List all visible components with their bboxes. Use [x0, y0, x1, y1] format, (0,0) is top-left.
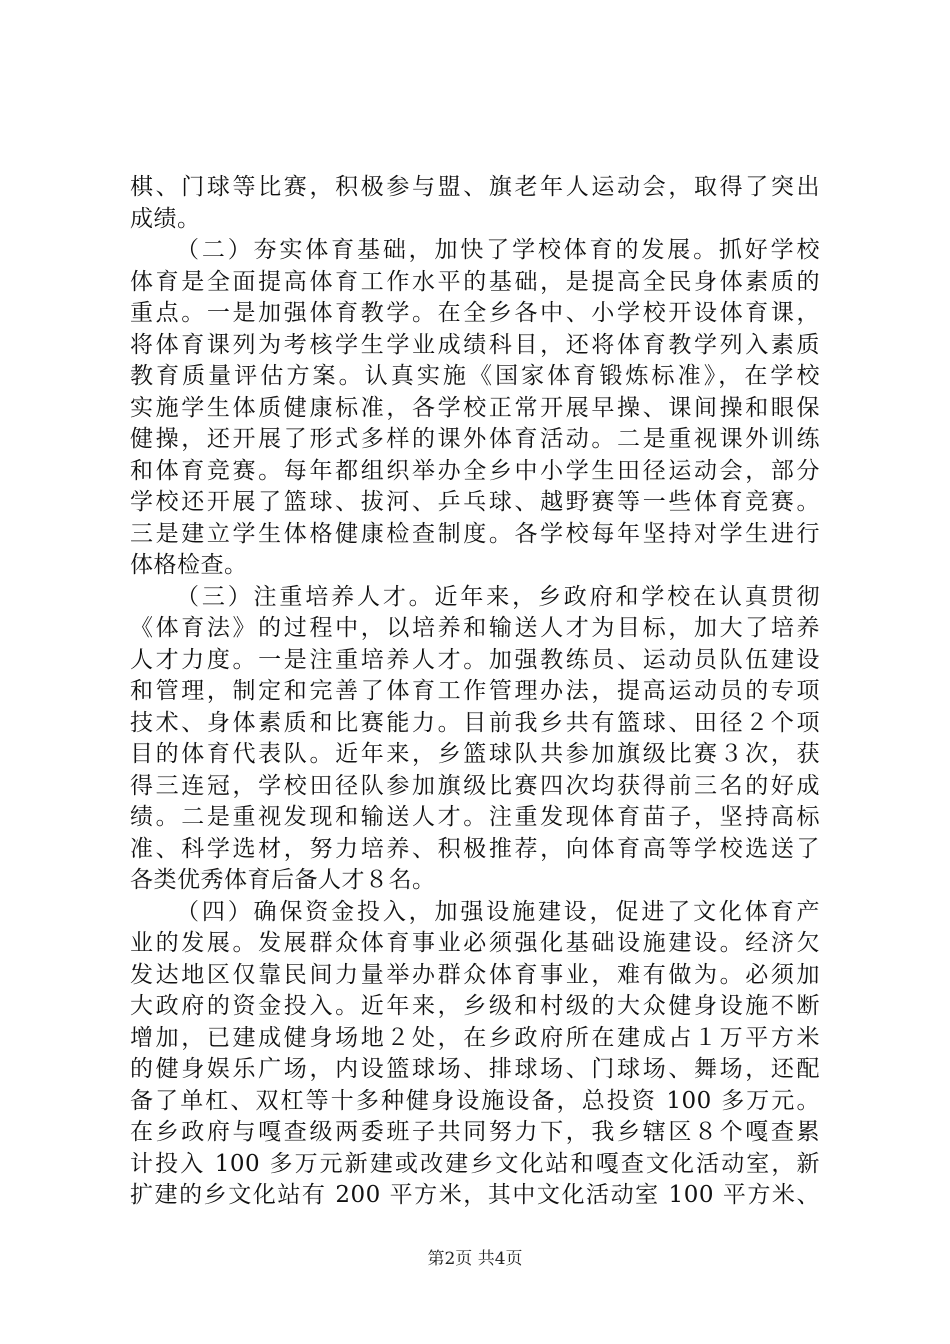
document-body — [130, 172, 820, 1212]
text-line: 的健身娱乐广场，内设篮球场、排球场、门球场、舞场，还配 — [130, 1056, 820, 1082]
page-number-footer: 第2页 共4页 — [427, 1249, 523, 1269]
text-line: 人才力度。一是注重培养人才。加强教练员、运动员队伍建设 — [130, 646, 820, 673]
text-line: 教育质量评估方案。认真实施《国家体育锻炼标准》，在学校 — [130, 363, 820, 389]
text-line: 学校还开展了篮球、拔河、乒乓球、越野赛等一些体育竞赛。 — [130, 489, 820, 515]
text-line: （四）确保资金投入，加强设施建设，促进了文化体育产 — [176, 898, 820, 925]
text-line: 业的发展。发展群众体育事业必须强化基础设施建设。经济欠 — [130, 930, 820, 956]
text-line: 在乡政府与嘎查级两委班子共同努力下，我乡辖区８个嘎查累 — [130, 1119, 820, 1145]
paragraph-1 — [130, 172, 820, 235]
text-line: 《体育法》的过程中，以培养和输送人才为目标，加大了培养 — [130, 615, 820, 641]
text-line: 扩建的乡文化站有 200 平方米，其中文化活动室 100 平方米、 — [130, 1182, 820, 1208]
text-line: 备了单杠、双杠等十多种健身设施设备，总投资 100 多万元。 — [130, 1087, 820, 1114]
text-line: 各类优秀体育后备人才８名。 — [130, 867, 436, 893]
text-line: 健操，还开展了形式多样的课外体育活动。二是重视课外训练 — [130, 426, 820, 452]
text-line: 将体育课列为考核学生学业成绩科目，还将体育教学列入素质 — [130, 331, 820, 358]
text-line: 发达地区仅靠民间力量举办群众体育事业，难有做为。必须加 — [130, 961, 820, 988]
text-line: 绩。二是重视发现和输送人才。注重发现体育苗子，坚持高标 — [130, 804, 820, 830]
text-line: 和体育竞赛。每年都组织举办全乡中小学生田径运动会，部分 — [130, 457, 820, 484]
text-line: 实施学生体质健康标准，各学校正常开展早操、课间操和眼保 — [130, 394, 820, 421]
text-line: 三是建立学生体格健康检查制度。各学校每年坚持对学生进行 — [130, 520, 820, 547]
text-line: 和管理，制定和完善了体育工作管理办法，提高运动员的专项 — [130, 678, 820, 704]
text-line: 增加，已建成健身场地２处，在乡政府所在建成占１万平方米 — [130, 1024, 820, 1051]
paragraph-2 — [130, 235, 820, 582]
text-line: 成绩。 — [130, 205, 201, 232]
paragraph-4 — [130, 897, 820, 1212]
text-line: （二）夯实体育基础，加快了学校体育的发展。抓好学校 — [176, 237, 820, 263]
text-line: （三）注重培养人才。近年来，乡政府和学校在认真贯彻 — [176, 583, 820, 610]
text-line: 技术、身体素质和比赛能力。目前我乡共有篮球、田径２个项 — [130, 709, 820, 736]
text-line: 重点。一是加强体育教学。在全乡各中、小学校开设体育课， — [130, 300, 820, 326]
paragraph-3 — [130, 582, 820, 897]
text-line: 大政府的资金投入。近年来，乡级和村级的大众健身设施不断 — [130, 993, 820, 1019]
text-line: 目的体育代表队。近年来，乡篮球队共参加旗级比赛３次，获 — [130, 741, 820, 767]
text-line: 体格检查。 — [130, 552, 248, 578]
text-line: 体育是全面提高体育工作水平的基础，是提高全民身体素质的 — [130, 268, 820, 295]
text-line: 棋、门球等比赛，积极参与盟、旗老年人运动会，取得了突出 — [130, 174, 820, 200]
text-line: 得三连冠，学校田径队参加旗级比赛四次均获得前三名的好成 — [130, 772, 820, 799]
text-line: 计投入 100 多万元新建或改建乡文化站和嘎查文化活动室，新 — [130, 1150, 820, 1177]
text-line: 准、科学选材，努力培养、积极推荐，向体育高等学校选送了 — [130, 835, 820, 862]
